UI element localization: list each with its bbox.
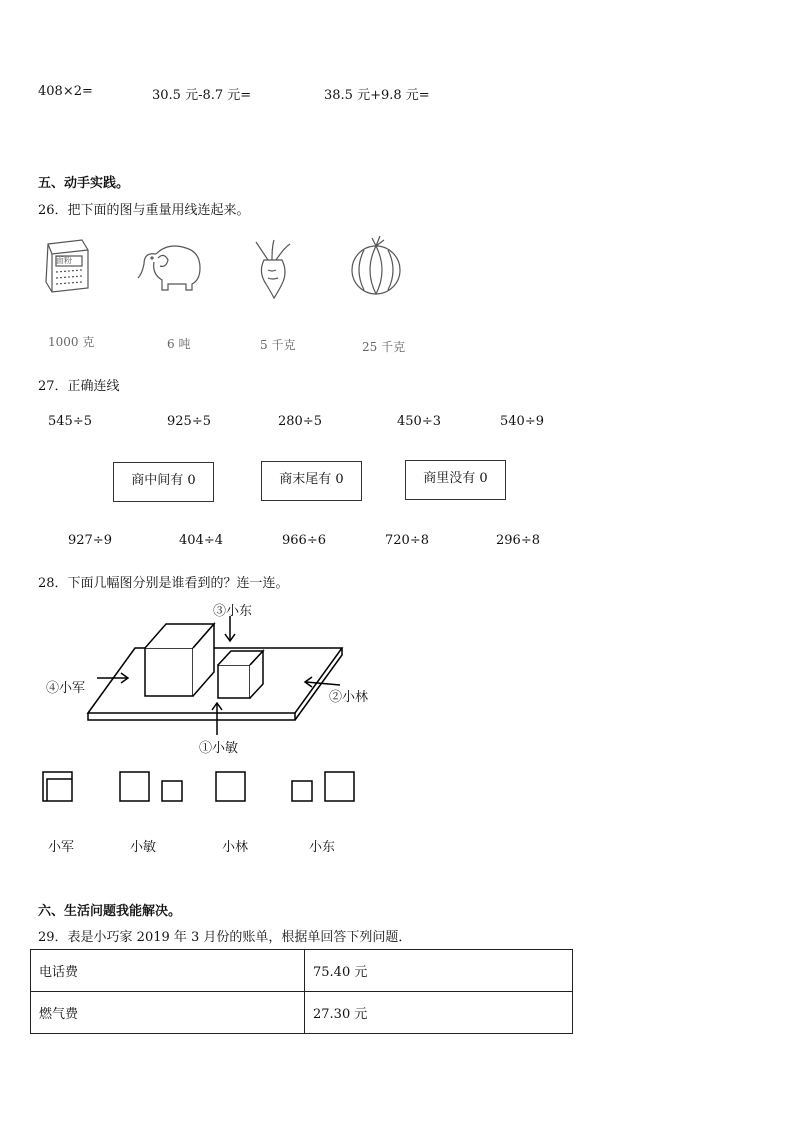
flour-bag-label: 面粉	[56, 256, 72, 265]
viewer-xiaolin: ②小林	[329, 690, 369, 705]
radish-icon	[256, 240, 290, 298]
bottom-expr-2: 404÷4	[179, 533, 223, 548]
bottom-expr-1: 927÷9	[68, 533, 112, 548]
q28-figure	[43, 616, 354, 801]
bottom-expr-4: 720÷8	[385, 533, 429, 548]
weight-label-2: 6 吨	[167, 337, 191, 351]
bill-amount: 75.40 元	[305, 950, 573, 992]
q29-text: 29．表是小巧家 2019 年 3 月份的账单，根据单回答下列问题．	[38, 930, 412, 945]
viewer-xiaodong: ③小东	[213, 604, 253, 619]
name-label-3: 小林	[222, 840, 249, 855]
name-label-2: 小敏	[130, 840, 157, 855]
bill-amount: 27.30 元	[305, 992, 573, 1034]
bill-item: 燃气费	[31, 992, 305, 1034]
q28-text: 28．下面几幅图分别是谁看到的？连一连。	[38, 576, 289, 591]
calc-item-1: 408×2=	[38, 84, 93, 99]
elephant-icon	[138, 246, 200, 290]
watermelon-icon	[352, 236, 400, 294]
section6-title: 六、生活问题我能解决。	[38, 904, 182, 919]
q27-text: 27．正确连线	[38, 379, 120, 394]
calc-item-2: 30.5 元-8.7 元=	[152, 88, 252, 103]
bottom-expr-5: 296÷8	[496, 533, 540, 548]
top-expr-1: 545÷5	[48, 414, 92, 429]
viewer-xiaojun: ④小军	[46, 681, 86, 696]
top-expr-5: 540÷9	[500, 414, 544, 429]
bill-item: 电话费	[31, 950, 305, 992]
bill-table	[30, 949, 573, 1034]
table-row	[31, 950, 573, 992]
weight-label-4: 25 千克	[362, 340, 406, 354]
box-no-zero: 商里没有 0	[405, 460, 506, 500]
top-expr-2: 925÷5	[167, 414, 211, 429]
top-expr-3: 280÷5	[278, 414, 322, 429]
box-middle-zero: 商中间有 0	[113, 462, 214, 502]
flour-bag-icon	[46, 240, 88, 292]
bottom-expr-3: 966÷6	[282, 533, 326, 548]
weight-label-3: 5 千克	[260, 338, 296, 352]
top-expr-4: 450÷3	[397, 414, 441, 429]
q26-text: 26．把下面的图与重量用线连起来。	[38, 203, 250, 218]
weight-label-1: 1000 克	[48, 335, 95, 349]
name-label-4: 小东	[309, 840, 336, 855]
viewer-xiaomin: ①小敏	[199, 741, 239, 756]
section5-title: 五、动手实践。	[38, 176, 130, 191]
calc-item-3: 38.5 元+9.8 元=	[324, 88, 430, 103]
box-end-zero: 商末尾有 0	[261, 461, 362, 501]
table-row	[31, 992, 573, 1034]
name-label-1: 小军	[48, 840, 75, 855]
